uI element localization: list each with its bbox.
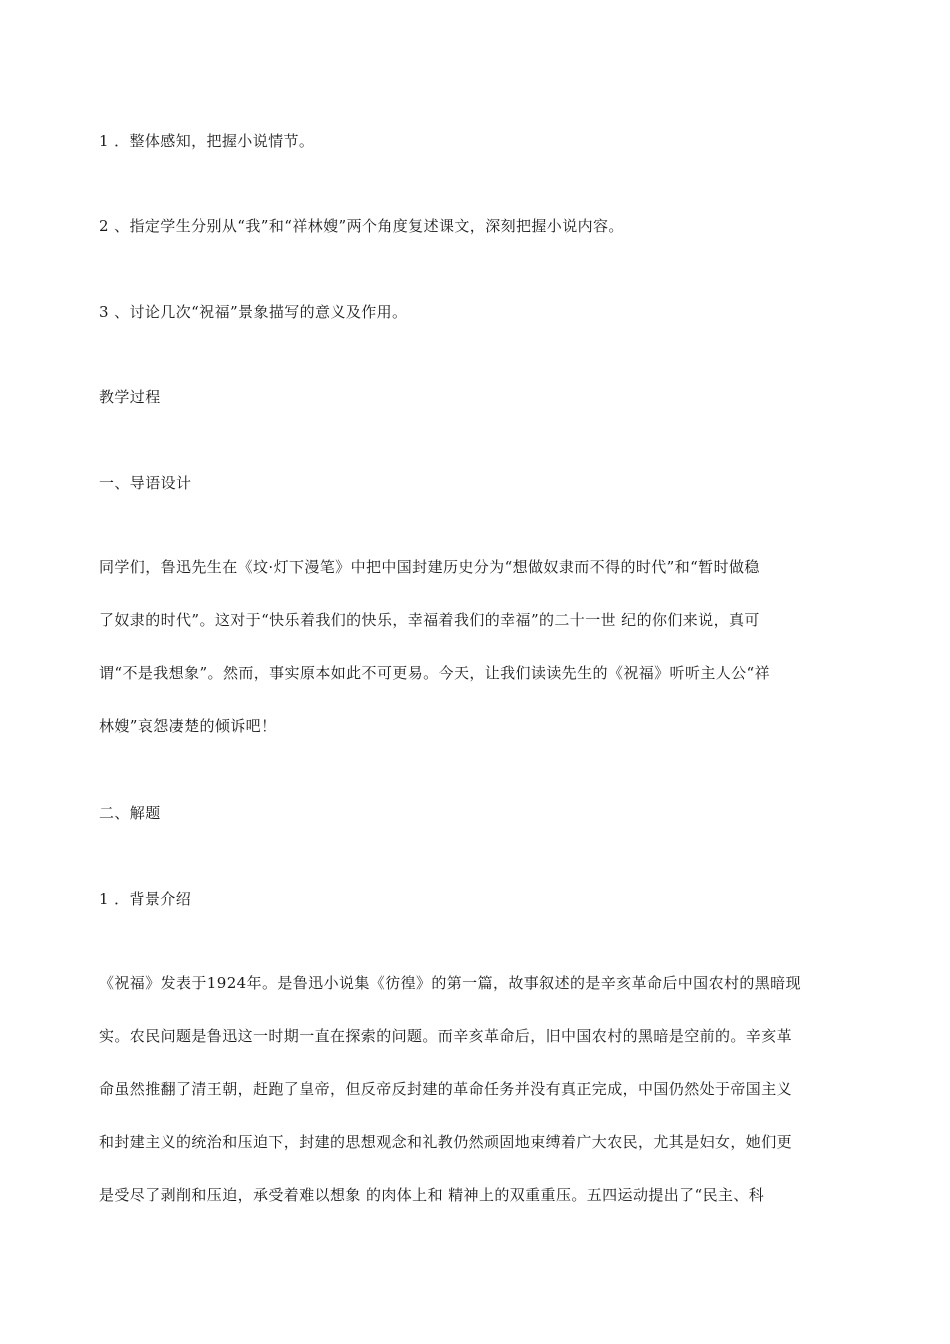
objective-3: 3 、讨论几次“祝福”景象描写的意义及作用。 [99, 303, 408, 321]
intro-line-3: 谓“不是我想象”。然而，事实原本如此不可更易。今天，让我们读读先生的《祝福》听听主人公“祥 [99, 664, 771, 682]
background-line-1: 《祝福》发表于1924年。是鲁迅小说集《彷徨》的第一篇，故事叙述的是辛亥革命后中国农村的黑暗现 [99, 974, 801, 992]
objective-1: 1 ．整体感知，把握小说情节。 [99, 132, 315, 150]
background-line-5: 是受尽了剥削和压迫，承受着难以想象 的肉体上和 精神上的双重重压。五四运动提出了“民主、科 [99, 1186, 765, 1204]
objective-2: 2 、指定学生分别从“我”和“祥林嫂”两个角度复述课文，深刻把握小说内容。 [99, 217, 624, 235]
teaching-process-heading: 教学过程 [99, 388, 161, 406]
background-line-4: 和封建主义的统治和压迫下，封建的思想观念和礼教仍然顽固地束缚着广大农民，尤其是妇女，她们更 [99, 1133, 793, 1151]
intro-line-2: 了奴隶的时代”。这对于“快乐着我们的快乐，幸福着我们的幸福”的二十一世 纪的你们来说，真可 [99, 611, 760, 629]
section-intro-heading: 一、导语设计 [99, 474, 192, 492]
intro-line-1: 同学们，鲁迅先生在《坟·灯下漫笔》中把中国封建历史分为“想做奴隶而不得的时代”和“暂时做稳 [99, 558, 760, 576]
background-line-2: 实。农民问题是鲁迅这一时期一直在探索的问题。而辛亥革命后，旧中国农村的黑暗是空前的。辛亥革 [99, 1027, 793, 1045]
background-paragraph [99, 957, 859, 1222]
background-line-3: 命虽然推翻了清王朝，赶跑了皇帝，但反帝反封建的革命任务并没有真正完成，中国仍然处于帝国主义 [99, 1080, 793, 1098]
background-subheading: 1 ．背景介绍 [99, 890, 192, 908]
section-title-analysis-heading: 二、解题 [99, 804, 161, 822]
intro-line-4: 林嫂”哀怨凄楚的倾诉吧！ [99, 717, 277, 735]
intro-paragraph [99, 541, 859, 753]
